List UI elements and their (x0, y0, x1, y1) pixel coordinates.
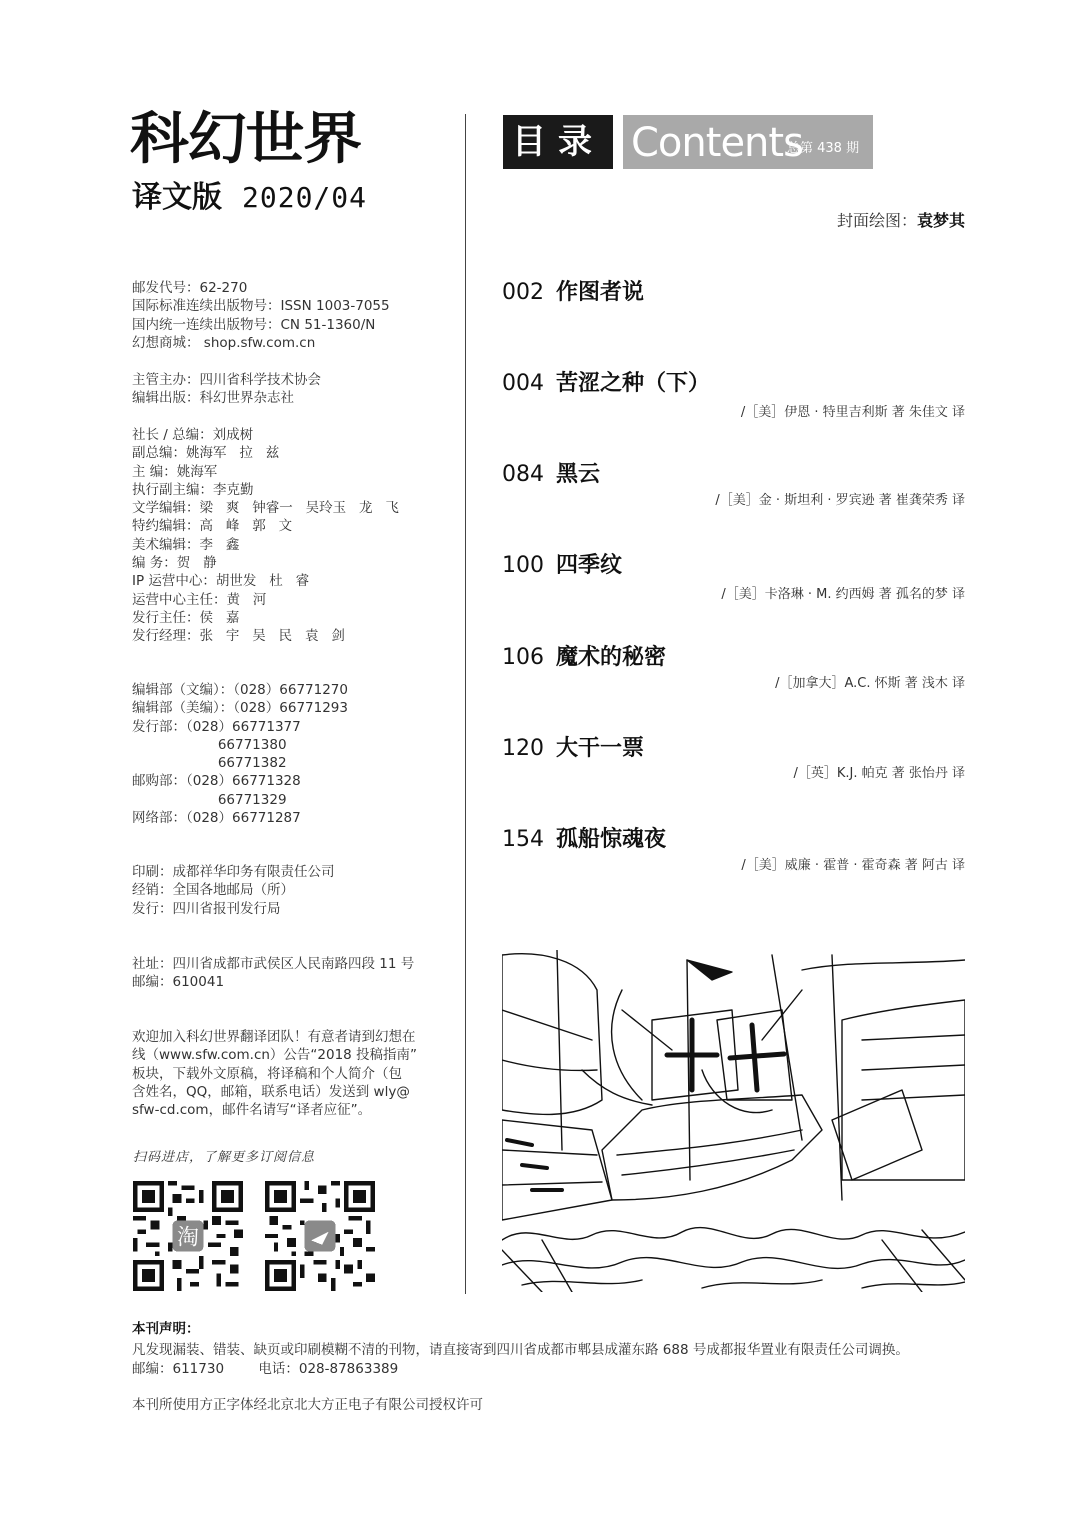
info-line: 主管主办：四川省科学技术协会 (132, 372, 321, 388)
staff-info-block (132, 426, 452, 646)
info-line: 编 务：贺 静 (132, 555, 217, 572)
printing-info-block (132, 863, 452, 918)
entry-byline: /［加拿大］A.C. 怀斯 著 浅木 译 (775, 676, 965, 691)
entry-title: 魔术的秘密 (556, 645, 667, 670)
info-line: 欢迎加入科幻世界翻译团队！有意者请到幻想在 (132, 1029, 416, 1045)
info-line: 国内统一连续出版物号：CN 51-1360/N (132, 316, 376, 333)
entry-byline: /［英］K.J. 帕克 著 张怡丹 译 (793, 766, 965, 781)
entry-byline: /［美］卡洛琳 · M. 约西姆 著 孤名的梦 译 (721, 587, 965, 602)
toc-entry[interactable] (502, 370, 710, 398)
info-line: 发行经理：张 宇 吴 民 袁 剑 (132, 628, 345, 645)
info-line: 美术编辑：李 鑫 (132, 536, 240, 553)
info-line: 线（www.sfw.com.cn）公告“2018 投稿指南” (132, 1047, 418, 1064)
info-line: 66771329 (132, 791, 287, 808)
info-line: 文学编辑：梁 爽 钟睿一 吴玲玉 龙 飞 (132, 500, 399, 517)
toc-entry[interactable] (502, 644, 666, 672)
toc-label: 目录 (503, 115, 613, 169)
info-line: 网络部：（028）66771287 (132, 810, 301, 827)
entry-byline: /［美］威廉 · 霍普 · 霍奇森 著 阿古 译 (741, 858, 965, 873)
info-line: 主 编：姚海军 (132, 463, 218, 480)
translator-call-block (132, 1028, 452, 1119)
entry-title: 作图者说 (556, 280, 645, 305)
info-line: 社长 / 总编：刘成树 (132, 427, 254, 443)
entry-page: 106 (502, 645, 544, 670)
info-line: 编辑部（美编）：（028）66771293 (132, 700, 348, 717)
info-line: 副总编：姚海军 拉 兹 (132, 445, 280, 462)
info-line: 含姓名，QQ，邮箱，联系电话）发送到 wly@ (132, 1083, 410, 1100)
info-line: 66771380 (132, 736, 287, 753)
entry-title: 苦涩之种（下） (556, 371, 711, 396)
info-line: 邮购部：（028）66771328 (132, 773, 301, 790)
scan-caption: 扫码进店，了解更多订阅信息 (133, 1150, 316, 1165)
taobao-icon: 淘 (176, 1225, 200, 1251)
info-line: 66771382 (132, 755, 287, 772)
entry-page: 154 (502, 827, 544, 852)
edition-label: 译文版 (132, 180, 222, 215)
info-line: 社址：四川省成都市武侯区人民南路四段 11 号 (132, 956, 415, 972)
info-line: sfw-cd.com，邮件名请写“译者应征”。 (132, 1102, 372, 1119)
publisher-info-block (132, 371, 452, 408)
info-line: 发行主任：侯 嘉 (132, 609, 240, 626)
toc-entry[interactable] (502, 279, 644, 307)
info-line: 编辑出版：科幻世界杂志社 (132, 390, 294, 407)
toc-entry[interactable] (502, 552, 622, 580)
phone-info-block (132, 681, 452, 827)
entry-title: 大干一票 (556, 736, 645, 761)
info-line: IP 运营中心：胡世发 杜 睿 (132, 573, 310, 590)
declaration-heading: 本刊声明： (132, 1321, 200, 1337)
info-line: 发行部：（028）66771377 (132, 718, 301, 735)
info-line: 编辑部（文编）：（028）66771270 (132, 682, 348, 698)
info-line: 印刷：成都祥华印务有限责任公司 (132, 864, 335, 880)
entry-page: 004 (502, 371, 544, 396)
entry-page: 120 (502, 736, 544, 761)
subscribe-qr-code[interactable] (265, 1181, 375, 1291)
issue-total: 总第 438 期 (787, 141, 860, 156)
info-line: 邮发代号：62-270 (132, 280, 248, 296)
declaration-contact: 邮编：611730 电话：028-87863389 (132, 1361, 399, 1377)
toc-entry[interactable] (502, 461, 600, 489)
cover-credit (837, 208, 965, 231)
info-line: 经销：全国各地邮局（所） (132, 882, 294, 899)
entry-title: 孤船惊魂夜 (556, 827, 667, 852)
info-line: 邮编：610041 (132, 974, 225, 991)
info-line: 运营中心主任：黄 河 (132, 591, 267, 608)
cover-artist: 袁梦其 (916, 211, 965, 230)
entry-title: 黑云 (556, 462, 601, 487)
entry-byline: /［美］伊恩 · 特里吉利斯 著 朱佳文 译 (740, 405, 965, 420)
toc-entry[interactable] (502, 735, 644, 763)
entry-page: 002 (502, 280, 544, 305)
info-line: 发行：四川省报刊发行局 (132, 900, 281, 917)
entry-page: 084 (502, 462, 544, 487)
font-license: 本刊所使用方正字体经北京北大方正电子有限公司授权许可 (132, 1397, 483, 1413)
ship-illustration (502, 950, 965, 1292)
declaration-line: 凡发现漏装、错装、缺页或印刷模糊不清的刊物，请直接寄到四川省成都市郫县成灌东路 688 号成都报华置业有限责任公司调换。 (132, 1342, 909, 1358)
postal-info-block (132, 279, 452, 352)
entry-byline: /［美］金 · 斯坦利 · 罗宾逊 著 崔龚荣秀 译 (715, 493, 965, 508)
contents-label: Contents (631, 120, 803, 166)
info-line: 特约编辑：高 峰 郭 文 (132, 518, 293, 535)
info-line: 幻想商城： shop.sfw.com.cn (132, 334, 316, 351)
info-line: 板块，下载外文原稿，将译稿和个人简介（包 (132, 1065, 402, 1082)
info-line: 执行副主编：李克勤 (132, 481, 254, 498)
cover-credit-label: 封面绘图： (836, 211, 917, 230)
address-info-block (132, 955, 452, 992)
shop-qr-code[interactable] (133, 1181, 243, 1291)
contents-banner (623, 115, 873, 169)
entry-page: 100 (502, 553, 544, 578)
toc-entry[interactable] (502, 826, 666, 854)
info-line: 国际标准连续出版物号：ISSN 1003-7055 (132, 298, 390, 315)
column-divider (465, 114, 466, 1294)
magazine-logo: 科幻世界 (130, 107, 361, 172)
entry-title: 四季纹 (556, 553, 623, 578)
issue-number: 2020/04 (242, 181, 368, 214)
